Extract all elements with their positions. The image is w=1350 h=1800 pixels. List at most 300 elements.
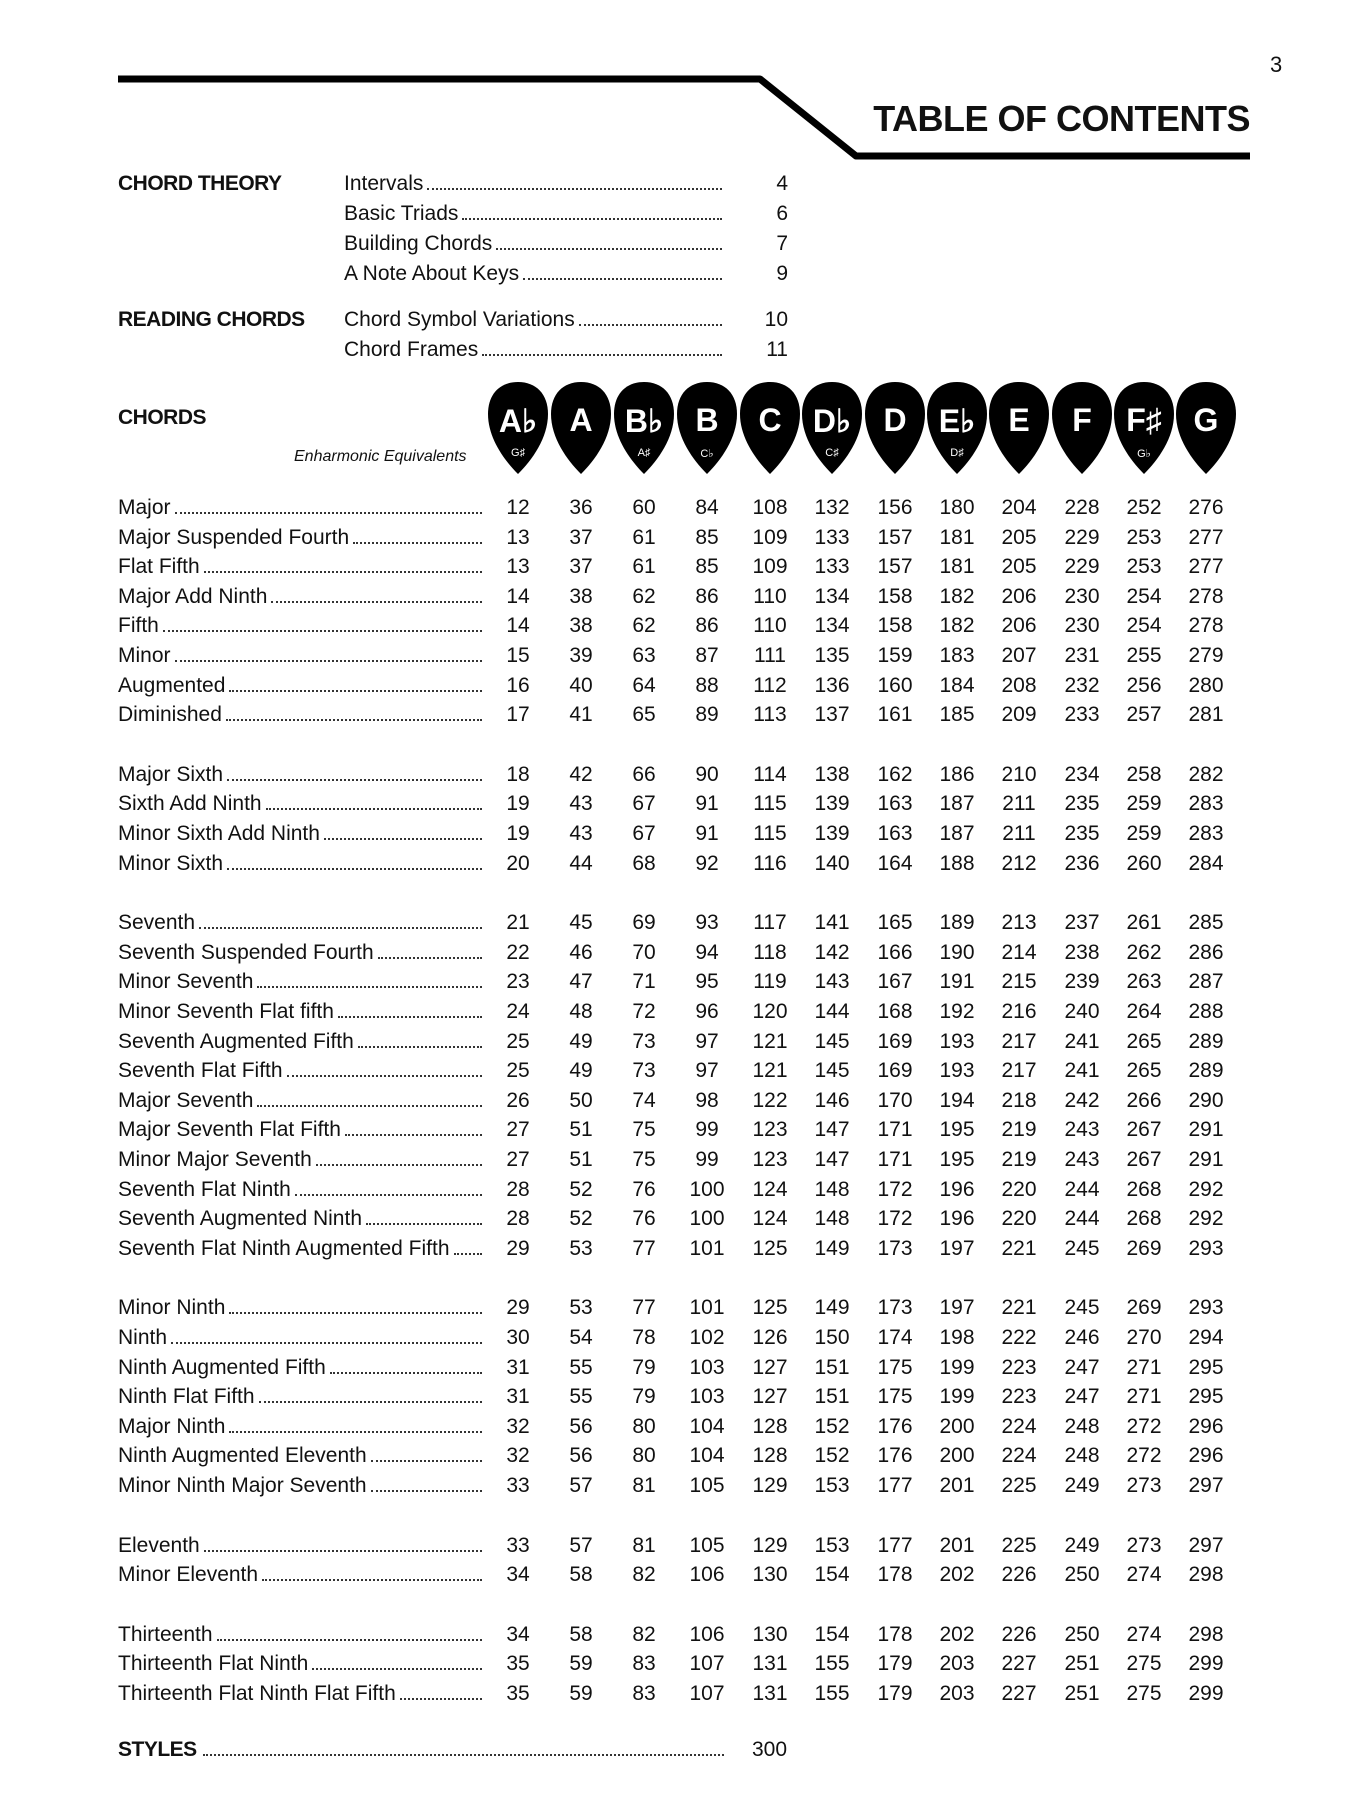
page-cell[interactable]: 37 [569, 555, 593, 578]
page-cell[interactable]: 156 [877, 496, 913, 519]
page-cell[interactable]: 36 [569, 496, 593, 519]
page-cell[interactable]: 128 [752, 1415, 788, 1438]
page-cell[interactable]: 91 [695, 792, 719, 815]
page-cell[interactable]: 125 [752, 1296, 788, 1319]
page-cell[interactable]: 94 [695, 941, 719, 964]
page-cell[interactable]: 35 [506, 1682, 530, 1705]
page-cell[interactable]: 26 [506, 1089, 530, 1112]
page-cell[interactable]: 155 [814, 1682, 850, 1705]
page-cell[interactable]: 296 [1188, 1444, 1224, 1467]
page-cell[interactable]: 49 [569, 1059, 593, 1082]
page-cell[interactable]: 171 [877, 1118, 913, 1141]
page-cell[interactable]: 89 [695, 703, 719, 726]
page-cell[interactable]: 291 [1188, 1148, 1224, 1171]
page-cell[interactable]: 256 [1126, 674, 1162, 697]
toc-entry[interactable] [344, 202, 726, 226]
page-cell[interactable]: 273 [1126, 1474, 1162, 1497]
page-cell[interactable]: 276 [1188, 496, 1224, 519]
page-cell[interactable]: 221 [1001, 1296, 1037, 1319]
page-cell[interactable]: 272 [1126, 1444, 1162, 1467]
page-cell[interactable]: 55 [569, 1385, 593, 1408]
page-cell[interactable]: 170 [877, 1089, 913, 1112]
page-cell[interactable]: 192 [939, 1000, 975, 1023]
page-cell[interactable]: 221 [1001, 1237, 1037, 1260]
page-cell[interactable]: 43 [569, 792, 593, 815]
page-cell[interactable]: 248 [1064, 1415, 1100, 1438]
page-cell[interactable]: 93 [695, 911, 719, 934]
page-cell[interactable]: 42 [569, 763, 593, 786]
page-cell[interactable]: 151 [814, 1385, 850, 1408]
page-cell[interactable]: 56 [569, 1444, 593, 1467]
page-cell[interactable]: 33 [506, 1534, 530, 1557]
page-cell[interactable]: 121 [752, 1030, 788, 1053]
page-cell[interactable]: 183 [939, 644, 975, 667]
page-cell[interactable]: 101 [689, 1237, 725, 1260]
page-cell[interactable]: 104 [689, 1415, 725, 1438]
page-cell[interactable]: 76 [632, 1178, 656, 1201]
page-cell[interactable]: 137 [814, 703, 850, 726]
page-cell[interactable]: 107 [689, 1652, 725, 1675]
page-cell[interactable]: 109 [752, 555, 788, 578]
page-cell[interactable]: 35 [506, 1652, 530, 1675]
page-cell[interactable]: 124 [752, 1207, 788, 1230]
page-cell[interactable]: 232 [1064, 674, 1100, 697]
page-cell[interactable]: 199 [939, 1356, 975, 1379]
toc-entry[interactable] [344, 308, 726, 332]
page-cell[interactable]: 228 [1064, 496, 1100, 519]
page-cell[interactable]: 70 [632, 941, 656, 964]
page-cell[interactable]: 278 [1188, 614, 1224, 637]
page-cell[interactable]: 59 [569, 1682, 593, 1705]
page-cell[interactable]: 226 [1001, 1563, 1037, 1586]
toc-entry[interactable] [344, 232, 726, 256]
page-cell[interactable]: 97 [695, 1059, 719, 1082]
page-cell[interactable]: 189 [939, 911, 975, 934]
page-cell[interactable]: 95 [695, 970, 719, 993]
page-cell[interactable]: 169 [877, 1030, 913, 1053]
page-cell[interactable]: 66 [632, 763, 656, 786]
page-cell[interactable]: 28 [506, 1178, 530, 1201]
page-cell[interactable]: 37 [569, 526, 593, 549]
page-cell[interactable]: 211 [1002, 792, 1036, 815]
page-cell[interactable]: 267 [1126, 1148, 1162, 1171]
page-cell[interactable]: 279 [1188, 644, 1224, 667]
page-cell[interactable]: 229 [1064, 555, 1100, 578]
page-cell[interactable]: 131 [752, 1652, 788, 1675]
page-cell[interactable]: 174 [877, 1326, 913, 1349]
page-cell[interactable]: 193 [939, 1030, 975, 1053]
page-cell[interactable]: 87 [695, 644, 719, 667]
page-cell[interactable]: 193 [939, 1059, 975, 1082]
page-cell[interactable]: 171 [877, 1148, 913, 1171]
page-cell[interactable]: 119 [753, 970, 787, 993]
page-cell[interactable]: 209 [1001, 703, 1037, 726]
page-cell[interactable]: 250 [1064, 1623, 1100, 1646]
page-cell[interactable]: 299 [1188, 1682, 1224, 1705]
page-cell[interactable]: 160 [877, 674, 913, 697]
page-cell[interactable]: 203 [939, 1682, 975, 1705]
page-cell[interactable]: 84 [695, 496, 719, 519]
page-cell[interactable]: 299 [1188, 1652, 1224, 1675]
page-cell[interactable]: 77 [632, 1296, 656, 1319]
page-cell[interactable]: 62 [632, 585, 656, 608]
page-cell[interactable]: 294 [1188, 1326, 1224, 1349]
page-cell[interactable]: 201 [939, 1534, 975, 1557]
page-cell[interactable]: 64 [632, 674, 656, 697]
page-cell[interactable]: 214 [1001, 941, 1037, 964]
page-cell[interactable]: 168 [877, 1000, 913, 1023]
page-cell[interactable]: 248 [1064, 1444, 1100, 1467]
page-cell[interactable]: 225 [1001, 1474, 1037, 1497]
page-cell[interactable]: 68 [632, 852, 656, 875]
page-cell[interactable]: 194 [939, 1089, 975, 1112]
page-cell[interactable]: 259 [1126, 792, 1162, 815]
page-cell[interactable]: 22 [506, 941, 530, 964]
page-cell[interactable]: 140 [814, 852, 850, 875]
page-cell[interactable]: 118 [753, 941, 787, 964]
page-cell[interactable]: 20 [506, 852, 530, 875]
page-cell[interactable]: 271 [1126, 1356, 1162, 1379]
page-cell[interactable]: 79 [632, 1356, 656, 1379]
page-cell[interactable]: 49 [569, 1030, 593, 1053]
page-cell[interactable]: 13 [506, 526, 530, 549]
page-cell[interactable]: 82 [632, 1563, 656, 1586]
page-cell[interactable]: 190 [939, 941, 975, 964]
page-cell[interactable]: 220 [1001, 1207, 1037, 1230]
page-cell[interactable]: 235 [1064, 822, 1100, 845]
page-cell[interactable]: 23 [506, 970, 530, 993]
page-cell[interactable]: 145 [814, 1059, 850, 1082]
page-cell[interactable]: 101 [689, 1296, 725, 1319]
page-cell[interactable]: 109 [752, 526, 788, 549]
page-cell[interactable]: 293 [1188, 1237, 1224, 1260]
page-cell[interactable]: 289 [1188, 1030, 1224, 1053]
page-cell[interactable]: 265 [1126, 1059, 1162, 1082]
page-cell[interactable]: 79 [632, 1385, 656, 1408]
page-cell[interactable]: 38 [569, 614, 593, 637]
page-cell[interactable]: 56 [569, 1415, 593, 1438]
page-cell[interactable]: 177 [877, 1474, 913, 1497]
page-cell[interactable]: 185 [939, 703, 975, 726]
page-cell[interactable]: 219 [1001, 1148, 1037, 1171]
page-cell[interactable]: 55 [569, 1356, 593, 1379]
page-cell[interactable]: 165 [877, 911, 913, 934]
page-cell[interactable]: 134 [814, 585, 850, 608]
page-cell[interactable]: 54 [569, 1326, 593, 1349]
page-cell[interactable]: 296 [1188, 1415, 1224, 1438]
page-cell[interactable]: 15 [506, 644, 530, 667]
page-cell[interactable]: 19 [506, 792, 530, 815]
page-cell[interactable]: 277 [1188, 555, 1224, 578]
page-cell[interactable]: 110 [753, 585, 787, 608]
page-cell[interactable]: 230 [1064, 585, 1100, 608]
page-cell[interactable]: 100 [689, 1207, 725, 1230]
page-cell[interactable]: 205 [1001, 526, 1037, 549]
page-cell[interactable]: 257 [1126, 703, 1162, 726]
page-cell[interactable]: 247 [1064, 1356, 1100, 1379]
page-cell[interactable]: 213 [1001, 911, 1037, 934]
page-cell[interactable]: 139 [814, 792, 850, 815]
page-cell[interactable]: 63 [632, 644, 656, 667]
page-cell[interactable]: 32 [506, 1444, 530, 1467]
page-cell[interactable]: 176 [877, 1444, 913, 1467]
page-cell[interactable]: 269 [1126, 1296, 1162, 1319]
page-cell[interactable]: 92 [695, 852, 719, 875]
page-cell[interactable]: 181 [939, 526, 975, 549]
page-cell[interactable]: 31 [506, 1356, 530, 1379]
page-cell[interactable]: 83 [632, 1682, 656, 1705]
page-cell[interactable]: 97 [695, 1030, 719, 1053]
page-cell[interactable]: 195 [939, 1118, 975, 1141]
page-cell[interactable]: 57 [569, 1474, 593, 1497]
page-cell[interactable]: 208 [1001, 674, 1037, 697]
page-cell[interactable]: 269 [1126, 1237, 1162, 1260]
page-cell[interactable]: 133 [814, 555, 850, 578]
page-cell[interactable]: 141 [814, 911, 850, 934]
page-cell[interactable]: 298 [1188, 1563, 1224, 1586]
page-cell[interactable]: 280 [1188, 674, 1224, 697]
page-cell[interactable]: 138 [814, 763, 850, 786]
page-cell[interactable]: 179 [877, 1652, 913, 1675]
page-cell[interactable]: 242 [1064, 1089, 1100, 1112]
page-cell[interactable]: 33 [506, 1474, 530, 1497]
page-cell[interactable]: 172 [877, 1178, 913, 1201]
page-cell[interactable]: 254 [1126, 614, 1162, 637]
page-cell[interactable]: 24 [506, 1000, 530, 1023]
page-cell[interactable]: 127 [752, 1385, 788, 1408]
page-cell[interactable]: 217 [1001, 1030, 1037, 1053]
page-cell[interactable]: 199 [939, 1385, 975, 1408]
page-cell[interactable]: 164 [877, 852, 913, 875]
page-cell[interactable]: 129 [752, 1534, 788, 1557]
page-cell[interactable]: 16 [506, 674, 530, 697]
page-cell[interactable]: 111 [754, 644, 786, 667]
page-cell[interactable]: 100 [689, 1178, 725, 1201]
page-cell[interactable]: 106 [689, 1623, 725, 1646]
page-cell[interactable]: 266 [1126, 1089, 1162, 1112]
page-cell[interactable]: 40 [569, 674, 593, 697]
page-cell[interactable]: 203 [939, 1652, 975, 1675]
page-cell[interactable]: 148 [814, 1178, 850, 1201]
page-cell[interactable]: 73 [632, 1059, 656, 1082]
page-cell[interactable]: 149 [814, 1237, 850, 1260]
page-cell[interactable]: 169 [877, 1059, 913, 1082]
page-cell[interactable]: 268 [1126, 1207, 1162, 1230]
page-cell[interactable]: 284 [1188, 852, 1224, 875]
toc-entry[interactable] [344, 338, 726, 362]
page-cell[interactable]: 125 [752, 1237, 788, 1260]
page-cell[interactable]: 187 [939, 792, 975, 815]
page-cell[interactable]: 167 [877, 970, 913, 993]
page-cell[interactable]: 295 [1188, 1356, 1224, 1379]
page-cell[interactable]: 204 [1001, 496, 1037, 519]
page-cell[interactable]: 132 [814, 496, 850, 519]
page-cell[interactable]: 245 [1064, 1237, 1100, 1260]
page-cell[interactable]: 113 [753, 703, 787, 726]
page-cell[interactable]: 27 [506, 1118, 530, 1141]
page-cell[interactable]: 157 [877, 555, 913, 578]
page-cell[interactable]: 224 [1001, 1415, 1037, 1438]
page-cell[interactable]: 134 [814, 614, 850, 637]
page-cell[interactable]: 43 [569, 822, 593, 845]
page-cell[interactable]: 179 [877, 1682, 913, 1705]
page-cell[interactable]: 207 [1001, 644, 1037, 667]
page-cell[interactable]: 180 [939, 496, 975, 519]
page-cell[interactable]: 200 [939, 1415, 975, 1438]
page-cell[interactable]: 297 [1188, 1534, 1224, 1557]
page-cell[interactable]: 112 [753, 674, 787, 697]
page-cell[interactable]: 14 [506, 585, 530, 608]
page-cell[interactable]: 107 [689, 1682, 725, 1705]
toc-entry[interactable] [344, 262, 726, 286]
page-cell[interactable]: 78 [632, 1326, 656, 1349]
page-cell[interactable]: 149 [814, 1296, 850, 1319]
page-cell[interactable]: 220 [1001, 1178, 1037, 1201]
page-cell[interactable]: 262 [1126, 941, 1162, 964]
page-cell[interactable]: 86 [695, 585, 719, 608]
page-cell[interactable]: 85 [695, 555, 719, 578]
page-cell[interactable]: 173 [877, 1237, 913, 1260]
page-cell[interactable]: 115 [753, 822, 787, 845]
page-cell[interactable]: 67 [632, 822, 656, 845]
page-cell[interactable]: 114 [753, 763, 787, 786]
page-cell[interactable]: 14 [506, 614, 530, 637]
page-cell[interactable]: 91 [695, 822, 719, 845]
page-cell[interactable]: 148 [814, 1207, 850, 1230]
page-cell[interactable]: 298 [1188, 1623, 1224, 1646]
page-cell[interactable]: 129 [752, 1474, 788, 1497]
page-cell[interactable]: 34 [506, 1563, 530, 1586]
page-cell[interactable]: 58 [569, 1563, 593, 1586]
page-cell[interactable]: 227 [1001, 1652, 1037, 1675]
page-cell[interactable]: 287 [1188, 970, 1224, 993]
page-cell[interactable]: 283 [1188, 792, 1224, 815]
page-cell[interactable]: 281 [1188, 703, 1224, 726]
page-cell[interactable]: 60 [632, 496, 656, 519]
page-cell[interactable]: 233 [1064, 703, 1100, 726]
page-cell[interactable]: 65 [632, 703, 656, 726]
page-cell[interactable]: 272 [1126, 1415, 1162, 1438]
page-cell[interactable]: 275 [1126, 1652, 1162, 1675]
page-cell[interactable]: 249 [1064, 1474, 1100, 1497]
page-cell[interactable]: 161 [877, 703, 913, 726]
page-cell[interactable]: 52 [569, 1207, 593, 1230]
page-cell[interactable]: 283 [1188, 822, 1224, 845]
page-cell[interactable]: 289 [1188, 1059, 1224, 1082]
page-cell[interactable]: 293 [1188, 1296, 1224, 1319]
page-cell[interactable]: 61 [632, 555, 656, 578]
page-cell[interactable]: 57 [569, 1534, 593, 1557]
page-cell[interactable]: 155 [814, 1652, 850, 1675]
page-cell[interactable]: 265 [1126, 1030, 1162, 1053]
page-cell[interactable]: 250 [1064, 1563, 1100, 1586]
page-cell[interactable]: 215 [1001, 970, 1037, 993]
page-cell[interactable]: 38 [569, 585, 593, 608]
page-cell[interactable]: 99 [695, 1118, 719, 1141]
page-cell[interactable]: 120 [752, 1000, 788, 1023]
page-cell[interactable]: 227 [1001, 1682, 1037, 1705]
page-cell[interactable]: 217 [1001, 1059, 1037, 1082]
page-cell[interactable]: 197 [939, 1237, 975, 1260]
page-cell[interactable]: 28 [506, 1207, 530, 1230]
page-cell[interactable]: 260 [1126, 852, 1162, 875]
page-cell[interactable]: 288 [1188, 1000, 1224, 1023]
page-cell[interactable]: 136 [814, 674, 850, 697]
page-cell[interactable]: 177 [877, 1534, 913, 1557]
page-cell[interactable]: 71 [632, 970, 656, 993]
page-cell[interactable]: 139 [814, 822, 850, 845]
page-cell[interactable]: 188 [939, 852, 975, 875]
page-cell[interactable]: 241 [1064, 1030, 1100, 1053]
page-cell[interactable]: 108 [752, 496, 788, 519]
page-cell[interactable]: 53 [569, 1237, 593, 1260]
page-cell[interactable]: 142 [814, 941, 850, 964]
page-cell[interactable]: 51 [569, 1118, 593, 1141]
page-cell[interactable]: 240 [1064, 1000, 1100, 1023]
page-cell[interactable]: 253 [1126, 526, 1162, 549]
page-cell[interactable]: 21 [506, 911, 530, 934]
page-cell[interactable]: 277 [1188, 526, 1224, 549]
page-cell[interactable]: 243 [1064, 1118, 1100, 1141]
page-cell[interactable]: 286 [1188, 941, 1224, 964]
page-cell[interactable]: 191 [939, 970, 975, 993]
page-cell[interactable]: 182 [939, 585, 975, 608]
page-cell[interactable]: 75 [632, 1148, 656, 1171]
page-cell[interactable]: 235 [1064, 792, 1100, 815]
page-cell[interactable]: 99 [695, 1148, 719, 1171]
page-cell[interactable]: 245 [1064, 1296, 1100, 1319]
page-cell[interactable]: 102 [689, 1326, 725, 1349]
page-cell[interactable]: 255 [1126, 644, 1162, 667]
page-cell[interactable]: 223 [1001, 1356, 1037, 1379]
page-cell[interactable]: 47 [569, 970, 593, 993]
page-cell[interactable]: 163 [877, 792, 913, 815]
page-cell[interactable]: 178 [877, 1623, 913, 1646]
page-cell[interactable]: 249 [1064, 1534, 1100, 1557]
page-cell[interactable]: 246 [1064, 1326, 1100, 1349]
page-cell[interactable]: 105 [689, 1534, 725, 1557]
page-cell[interactable]: 76 [632, 1207, 656, 1230]
page-cell[interactable]: 123 [752, 1148, 788, 1171]
page-cell[interactable]: 241 [1064, 1059, 1100, 1082]
page-cell[interactable]: 212 [1001, 852, 1037, 875]
page-cell[interactable]: 252 [1126, 496, 1162, 519]
page-cell[interactable]: 172 [877, 1207, 913, 1230]
page-cell[interactable]: 226 [1001, 1623, 1037, 1646]
page-cell[interactable]: 105 [689, 1474, 725, 1497]
page-cell[interactable]: 202 [939, 1623, 975, 1646]
page-cell[interactable]: 13 [506, 555, 530, 578]
page-cell[interactable]: 278 [1188, 585, 1224, 608]
page-cell[interactable]: 128 [752, 1444, 788, 1467]
page-cell[interactable]: 59 [569, 1652, 593, 1675]
page-cell[interactable]: 145 [814, 1030, 850, 1053]
page-cell[interactable]: 282 [1188, 763, 1224, 786]
page-cell[interactable]: 251 [1064, 1652, 1100, 1675]
page-cell[interactable]: 244 [1064, 1178, 1100, 1201]
page-cell[interactable]: 131 [752, 1682, 788, 1705]
page-cell[interactable]: 62 [632, 614, 656, 637]
page-cell[interactable]: 104 [689, 1444, 725, 1467]
page-cell[interactable]: 273 [1126, 1534, 1162, 1557]
page-cell[interactable]: 126 [752, 1326, 788, 1349]
page-cell[interactable]: 86 [695, 614, 719, 637]
page-cell[interactable]: 25 [506, 1059, 530, 1082]
page-cell[interactable]: 81 [632, 1534, 656, 1557]
page-cell[interactable]: 29 [506, 1296, 530, 1319]
page-cell[interactable]: 75 [632, 1118, 656, 1141]
page-cell[interactable]: 263 [1126, 970, 1162, 993]
